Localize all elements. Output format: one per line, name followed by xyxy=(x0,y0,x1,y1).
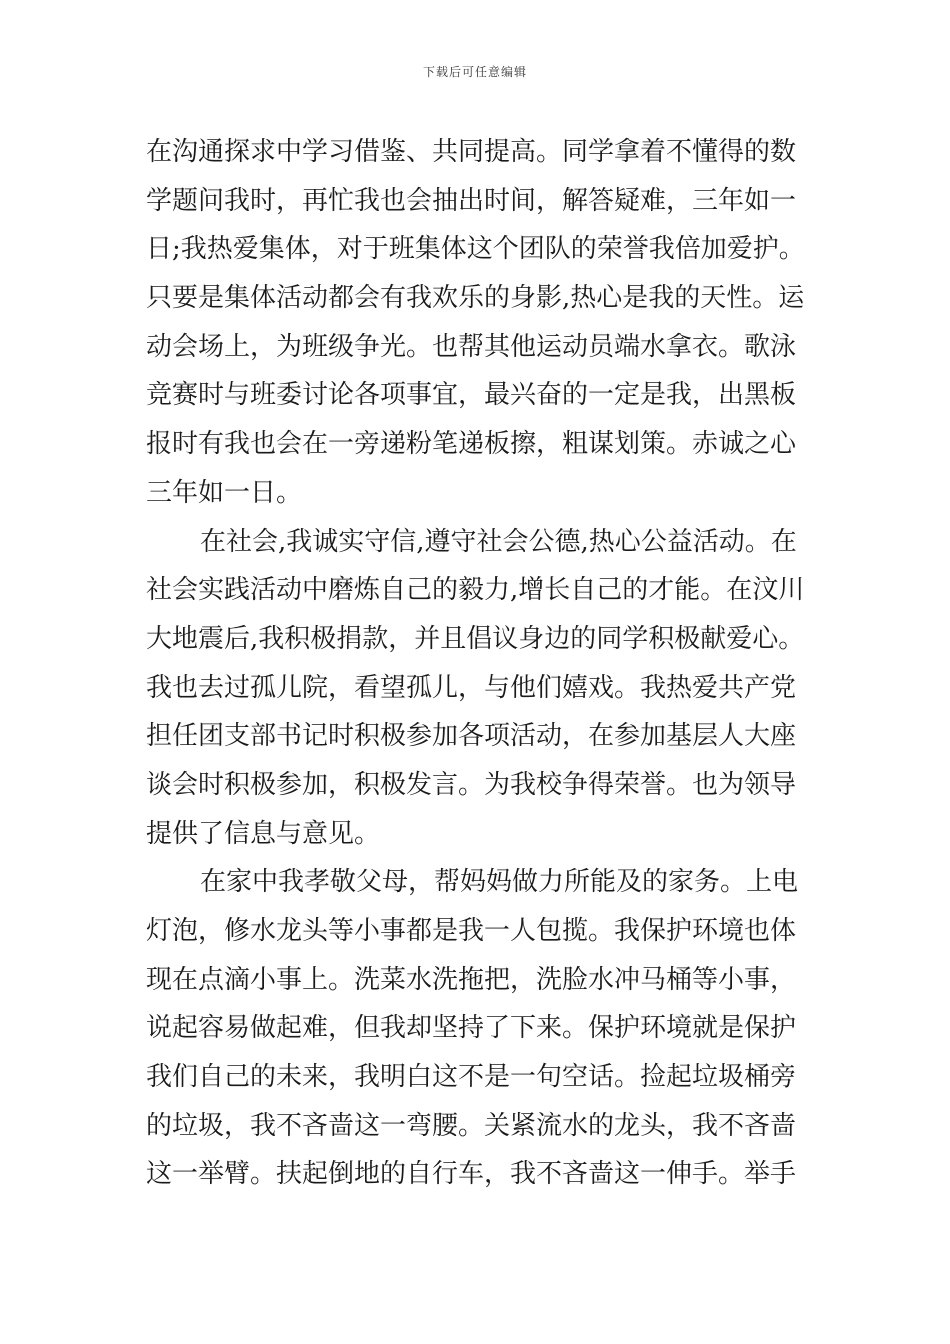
text-line: 的垃圾，我不吝啬这一弯腰。关紧流水的龙头，我不吝啬 xyxy=(146,1110,797,1141)
text-line: 说起容易做起难，但我却坚持了下来。保护环境就是保护 xyxy=(146,1013,797,1044)
text-line: 这一举臂。扶起倒地的自行车，我不吝啬这一伸手。举手 xyxy=(146,1159,797,1190)
text-line: 日;我热爱集体，对于班集体这个团队的荣誉我倍加爱护。 xyxy=(146,234,805,265)
text-line: 灯泡，修水龙头等小事都是我一人包揽。我保护环境也体 xyxy=(146,916,797,946)
text-line: 谈会时积极参加，积极发言。为我校争得荣誉。也为领导 xyxy=(146,769,797,800)
text-line: 社会实践活动中磨炼自己的毅力,增长自己的才能。在汶川 xyxy=(146,575,805,606)
text-line: 我们自己的未来，我明白这不是一句空话。捡起垃圾桶旁 xyxy=(146,1062,797,1093)
text-line: 现在点滴小事上。洗菜水洗拖把，洗脸水冲马桶等小事， xyxy=(146,964,797,995)
text-line: 只要是集体活动都会有我欢乐的身影,热心是我的天性。运 xyxy=(146,283,805,314)
text-line: 报时有我也会在一旁递粉笔递板擦，粗谋划策。赤诚之心 xyxy=(146,429,797,460)
text-line: 在沟通探求中学习借鉴、共同提高。同学拿着不懂得的数 xyxy=(146,137,797,167)
page-header: 下载后可任意编辑 xyxy=(422,65,527,79)
text-line: 竞赛时与班委讨论各项事宜，最兴奋的一定是我，出黑板 xyxy=(146,380,797,411)
text-line: 动会场上，为班级争光。也帮其他运动员端水拿衣。歌泳 xyxy=(146,331,797,362)
text-line: 三年如一日。 xyxy=(146,477,303,508)
document-body xyxy=(146,128,808,1199)
text-line: 担任团支部书记时积极参加各项活动，在参加基层人大座 xyxy=(146,721,797,752)
text-line: 大地震后,我积极捐款，并且倡议身边的同学积极献爱心。 xyxy=(146,623,805,654)
text-line: 学题问我时，再忙我也会抽出时间，解答疑难，三年如一 xyxy=(146,185,797,216)
paragraph-first-line: 在家中我孝敬父母，帮妈妈做力所能及的家务。上电 xyxy=(200,867,799,898)
paragraph-first-line: 在社会,我诚实守信,遵守社会公德,热心公益活动。在 xyxy=(200,526,797,557)
text-line: 提供了信息与意见。 xyxy=(146,818,381,849)
text-line: 我也去过孤儿院，看望孤儿，与他们嬉戏。我热爱共产党 xyxy=(146,672,797,703)
